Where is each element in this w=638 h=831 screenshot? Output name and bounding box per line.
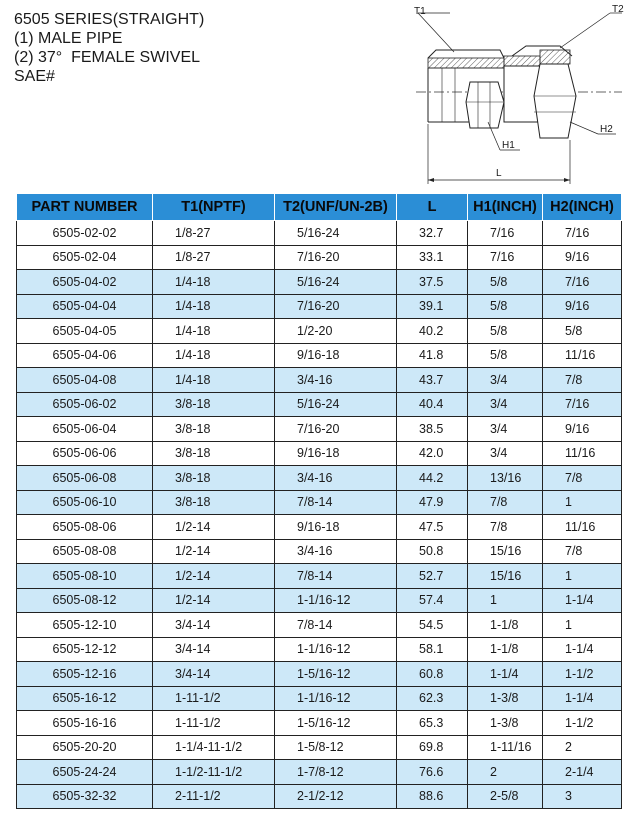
h2-cell: 5/8 xyxy=(543,319,622,344)
h1-cell: 15/16 xyxy=(468,564,543,589)
heading-sae: SAE# xyxy=(14,68,55,85)
t2-cell: 5/16-24 xyxy=(275,270,397,295)
t1-cell: 3/8-18 xyxy=(153,441,275,466)
t2-cell: 5/16-24 xyxy=(275,392,397,417)
table-row xyxy=(17,245,622,270)
t2-cell: 1-5/16-12 xyxy=(275,662,397,687)
part-number-cell: 6505-08-08 xyxy=(17,539,153,564)
t2-cell: 1/2-20 xyxy=(275,319,397,344)
l-cell: 37.5 xyxy=(397,270,468,295)
h2-cell: 9/16 xyxy=(543,417,622,442)
table-row xyxy=(17,392,622,417)
t1-cell: 2-11-1/2 xyxy=(153,784,275,809)
h2-cell: 7/8 xyxy=(543,368,622,393)
l-cell: 33.1 xyxy=(397,245,468,270)
t2-cell: 7/8-14 xyxy=(275,613,397,638)
t2-cell: 7/16-20 xyxy=(275,417,397,442)
t1-cell: 1/8-27 xyxy=(153,221,275,246)
t2-cell: 9/16-18 xyxy=(275,515,397,540)
l-cell: 40.4 xyxy=(397,392,468,417)
h1-cell: 7/16 xyxy=(468,245,543,270)
t2-cell: 7/16-20 xyxy=(275,294,397,319)
table-row xyxy=(17,515,622,540)
header-h1: H1(INCH) xyxy=(468,194,543,221)
h2-cell: 9/16 xyxy=(543,294,622,319)
l-cell: 54.5 xyxy=(397,613,468,638)
t1-cell: 3/8-18 xyxy=(153,466,275,491)
table-row xyxy=(17,760,622,785)
table-row xyxy=(17,784,622,809)
l-cell: 76.6 xyxy=(397,760,468,785)
hex-h1 xyxy=(466,82,504,128)
table-row xyxy=(17,221,622,246)
table-row xyxy=(17,319,622,344)
table-row xyxy=(17,564,622,589)
table-row xyxy=(17,539,622,564)
part-number-cell: 6505-32-32 xyxy=(17,784,153,809)
h1-cell: 7/16 xyxy=(468,221,543,246)
header-t2: T2(UNF/UN-2B) xyxy=(275,194,397,221)
t2-cell: 7/16-20 xyxy=(275,245,397,270)
part-number-cell: 6505-20-20 xyxy=(17,735,153,760)
h1-cell: 2 xyxy=(468,760,543,785)
part-number-cell: 6505-08-06 xyxy=(17,515,153,540)
h2-cell: 7/16 xyxy=(543,392,622,417)
t2-cell: 1-1/16-12 xyxy=(275,686,397,711)
series-heading xyxy=(14,10,204,86)
t1-cell: 3/8-18 xyxy=(153,490,275,515)
t1-cell: 1/4-18 xyxy=(153,319,275,344)
t1-cell: 1/2-14 xyxy=(153,564,275,589)
table-header-row xyxy=(17,194,622,221)
l-cell: 44.2 xyxy=(397,466,468,491)
h1-cell: 1-3/8 xyxy=(468,686,543,711)
part-number-cell: 6505-04-06 xyxy=(17,343,153,368)
t1-cell: 3/4-14 xyxy=(153,613,275,638)
h1-cell: 7/8 xyxy=(468,515,543,540)
t1-cell: 1/8-27 xyxy=(153,245,275,270)
t1-cell: 1/4-18 xyxy=(153,270,275,295)
h1-cell: 5/8 xyxy=(468,270,543,295)
part-number-cell: 6505-08-10 xyxy=(17,564,153,589)
table-row xyxy=(17,368,622,393)
t1-cell: 3/8-18 xyxy=(153,392,275,417)
t2-cell: 2-1/2-12 xyxy=(275,784,397,809)
h2-cell: 9/16 xyxy=(543,245,622,270)
part-number-cell: 6505-16-16 xyxy=(17,711,153,736)
label-h1: H1 xyxy=(502,140,515,151)
label-l: L xyxy=(496,168,502,179)
table-row xyxy=(17,662,622,687)
h2-cell: 7/8 xyxy=(543,466,622,491)
part-number-cell: 6505-04-02 xyxy=(17,270,153,295)
h1-cell: 1-1/8 xyxy=(468,637,543,662)
h2-cell: 1-1/4 xyxy=(543,637,622,662)
table-row xyxy=(17,466,622,491)
t1-cell: 1/2-14 xyxy=(153,515,275,540)
h1-cell: 3/4 xyxy=(468,392,543,417)
l-cell: 60.8 xyxy=(397,662,468,687)
h2-cell: 1 xyxy=(543,490,622,515)
part-number-cell: 6505-02-02 xyxy=(17,221,153,246)
l-cell: 57.4 xyxy=(397,588,468,613)
t2-cell: 7/8-14 xyxy=(275,564,397,589)
part-number-cell: 6505-04-04 xyxy=(17,294,153,319)
h2-cell: 2 xyxy=(543,735,622,760)
l-cell: 65.3 xyxy=(397,711,468,736)
l-cell: 47.5 xyxy=(397,515,468,540)
l-cell: 88.6 xyxy=(397,784,468,809)
h1-cell: 7/8 xyxy=(468,490,543,515)
table-row xyxy=(17,711,622,736)
part-number-cell: 6505-24-24 xyxy=(17,760,153,785)
t2-cell: 9/16-18 xyxy=(275,343,397,368)
h1-cell: 3/4 xyxy=(468,368,543,393)
t2-cell: 1-5/16-12 xyxy=(275,711,397,736)
t1-cell: 1-1/2-11-1/2 xyxy=(153,760,275,785)
h1-cell: 3/4 xyxy=(468,441,543,466)
t1-cell: 1-11-1/2 xyxy=(153,686,275,711)
part-number-cell: 6505-02-04 xyxy=(17,245,153,270)
table-row xyxy=(17,441,622,466)
h2-cell: 7/16 xyxy=(543,221,622,246)
l-cell: 41.8 xyxy=(397,343,468,368)
part-number-cell: 6505-04-08 xyxy=(17,368,153,393)
h1-cell: 1-1/8 xyxy=(468,613,543,638)
part-number-cell: 6505-06-10 xyxy=(17,490,153,515)
h1-cell: 1-11/16 xyxy=(468,735,543,760)
t1-cell: 3/8-18 xyxy=(153,417,275,442)
hex-h2 xyxy=(534,64,576,138)
header-part-number: PART NUMBER xyxy=(17,194,153,221)
t2-cell: 1-5/8-12 xyxy=(275,735,397,760)
h2-cell: 1-1/4 xyxy=(543,588,622,613)
t1-cell: 1/2-14 xyxy=(153,539,275,564)
h1-cell: 2-5/8 xyxy=(468,784,543,809)
h1-cell: 1-1/4 xyxy=(468,662,543,687)
l-cell: 40.2 xyxy=(397,319,468,344)
part-number-cell: 6505-16-12 xyxy=(17,686,153,711)
part-number-cell: 6505-12-16 xyxy=(17,662,153,687)
h2-cell: 11/16 xyxy=(543,343,622,368)
l-cell: 62.3 xyxy=(397,686,468,711)
h2-cell: 1-1/4 xyxy=(543,686,622,711)
t1-cell: 1/2-14 xyxy=(153,588,275,613)
table-row xyxy=(17,294,622,319)
table-row xyxy=(17,686,622,711)
l-cell: 39.1 xyxy=(397,294,468,319)
l-cell: 42.0 xyxy=(397,441,468,466)
l-cell: 52.7 xyxy=(397,564,468,589)
table-row xyxy=(17,343,622,368)
h2-cell: 11/16 xyxy=(543,515,622,540)
l-cell: 50.8 xyxy=(397,539,468,564)
label-h2: H2 xyxy=(600,124,613,135)
h1-cell: 15/16 xyxy=(468,539,543,564)
part-number-cell: 6505-12-10 xyxy=(17,613,153,638)
header-h2: H2(INCH) xyxy=(543,194,622,221)
l-cell: 38.5 xyxy=(397,417,468,442)
t1-cell: 1/4-18 xyxy=(153,368,275,393)
t2-cell: 1-1/16-12 xyxy=(275,637,397,662)
part-number-cell: 6505-06-04 xyxy=(17,417,153,442)
part-number-cell: 6505-06-02 xyxy=(17,392,153,417)
h1-cell: 1 xyxy=(468,588,543,613)
t2-cell: 3/4-16 xyxy=(275,539,397,564)
h2-cell: 1-1/2 xyxy=(543,711,622,736)
part-number-cell: 6505-04-05 xyxy=(17,319,153,344)
heading-male-pipe: (1) MALE PIPE xyxy=(14,30,123,47)
table-row xyxy=(17,735,622,760)
t2-cell: 5/16-24 xyxy=(275,221,397,246)
table-body xyxy=(17,221,622,809)
part-number-cell: 6505-06-06 xyxy=(17,441,153,466)
h2-cell: 2-1/4 xyxy=(543,760,622,785)
l-cell: 58.1 xyxy=(397,637,468,662)
h2-cell: 7/8 xyxy=(543,539,622,564)
l-cell: 47.9 xyxy=(397,490,468,515)
l-cell: 32.7 xyxy=(397,221,468,246)
t2-cell: 3/4-16 xyxy=(275,466,397,491)
heading-series-title: 6505 SERIES(STRAIGHT) xyxy=(14,11,205,28)
header-t1: T1(NPTF) xyxy=(153,194,275,221)
t2-cell: 1-1/16-12 xyxy=(275,588,397,613)
table-row xyxy=(17,637,622,662)
table-row xyxy=(17,613,622,638)
h1-cell: 1-3/8 xyxy=(468,711,543,736)
t2-cell: 1-7/8-12 xyxy=(275,760,397,785)
label-t1: T1 xyxy=(414,6,426,17)
h1-cell: 5/8 xyxy=(468,343,543,368)
t2-cell: 9/16-18 xyxy=(275,441,397,466)
h1-cell: 13/16 xyxy=(468,466,543,491)
table-row xyxy=(17,588,622,613)
h2-cell: 1 xyxy=(543,564,622,589)
h2-cell: 7/16 xyxy=(543,270,622,295)
l-cell: 43.7 xyxy=(397,368,468,393)
spec-table xyxy=(16,193,622,809)
label-t2: T2 xyxy=(612,4,624,15)
t2-cell: 3/4-16 xyxy=(275,368,397,393)
t1-cell: 1-1/4-11-1/2 xyxy=(153,735,275,760)
header-l: L xyxy=(397,194,468,221)
t1-cell: 1-11-1/2 xyxy=(153,711,275,736)
h2-cell: 1-1/2 xyxy=(543,662,622,687)
fitting-drawing xyxy=(400,0,630,190)
h2-cell: 3 xyxy=(543,784,622,809)
part-number-cell: 6505-12-12 xyxy=(17,637,153,662)
heading-female-swivel: (2) 37° FEMALE SWIVEL xyxy=(14,49,201,66)
part-number-cell: 6505-06-08 xyxy=(17,466,153,491)
table-row xyxy=(17,417,622,442)
h2-cell: 1 xyxy=(543,613,622,638)
t1-cell: 1/4-18 xyxy=(153,294,275,319)
h2-cell: 11/16 xyxy=(543,441,622,466)
h1-cell: 5/8 xyxy=(468,294,543,319)
l-cell: 69.8 xyxy=(397,735,468,760)
t1-cell: 3/4-14 xyxy=(153,662,275,687)
t1-cell: 1/4-18 xyxy=(153,343,275,368)
t1-cell: 3/4-14 xyxy=(153,637,275,662)
part-number-cell: 6505-08-12 xyxy=(17,588,153,613)
t2-cell: 7/8-14 xyxy=(275,490,397,515)
table-row xyxy=(17,490,622,515)
h1-cell: 3/4 xyxy=(468,417,543,442)
h1-cell: 5/8 xyxy=(468,319,543,344)
table-row xyxy=(17,270,622,295)
